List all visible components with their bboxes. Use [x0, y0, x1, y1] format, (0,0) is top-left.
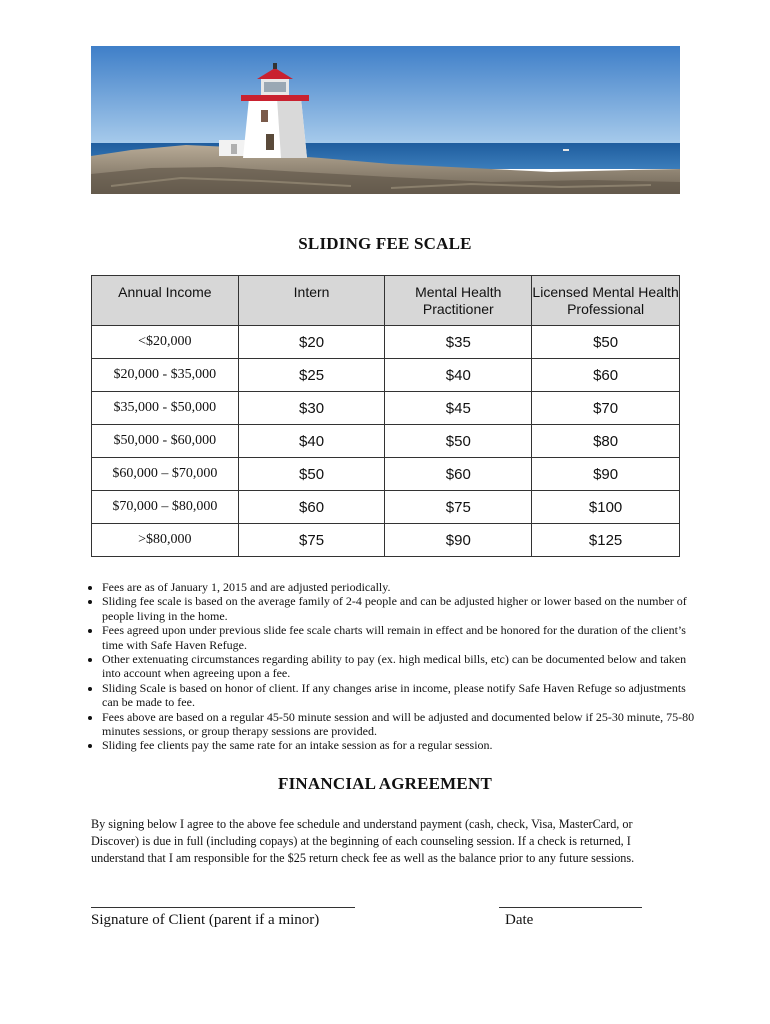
- fee-cell: $100: [532, 491, 680, 524]
- income-cell: >$80,000: [92, 524, 239, 557]
- fee-cell: $90: [385, 524, 532, 557]
- table-row: [92, 491, 680, 524]
- fee-cell: $80: [532, 425, 680, 458]
- table-row: [92, 458, 680, 491]
- lighthouse-banner-image: [91, 46, 680, 194]
- financial-agreement-title: FINANCIAL AGREEMENT: [278, 774, 492, 793]
- fee-cell: $30: [238, 392, 385, 425]
- fee-cell: $125: [532, 524, 680, 557]
- fee-cell: $75: [385, 491, 532, 524]
- list-item: • Sliding fee scale is based on the average family of 2-4 people and can be adjusted higher or lower based on the number of people living in the home.: [102, 594, 702, 623]
- list-item: • Fees are as of January 1, 2015 and are adjusted periodically.: [102, 580, 702, 594]
- fee-cell: $45: [385, 392, 532, 425]
- fee-cell: $70: [532, 392, 680, 425]
- income-cell: $60,000 – $70,000: [92, 458, 239, 491]
- list-item: • Other extenuating circumstances regarding ability to pay (ex. high medical bills, etc) can be documented below and taken into account when agreeing upon a fee.: [102, 652, 702, 681]
- income-cell: $70,000 – $80,000: [92, 491, 239, 524]
- header-mental-health-practitioner: Mental Health Practitioner: [385, 276, 532, 326]
- fee-cell: $50: [238, 458, 385, 491]
- fee-cell: $60: [385, 458, 532, 491]
- table-row: [92, 326, 680, 359]
- table-row: [92, 359, 680, 392]
- income-cell: <$20,000: [92, 326, 239, 359]
- table-row: [92, 524, 680, 557]
- financial-agreement-text: By signing below I agree to the above fee schedule and understand payment (cash, check, Visa, MasterCard, or Discover) is due in full (including copays) at the beginning of each counseling session. If a check is returned, I understand that I am responsible for the $25 return check fee as well as the balance prior to any future sessions.: [91, 817, 635, 865]
- fee-cell: $40: [238, 425, 385, 458]
- fee-cell: $25: [238, 359, 385, 392]
- sliding-fee-table: [91, 275, 680, 557]
- income-cell: $50,000 - $60,000: [92, 425, 239, 458]
- header-annual-income: Annual Income: [92, 276, 239, 326]
- fee-cell: $35: [385, 326, 532, 359]
- fee-cell: $90: [532, 458, 680, 491]
- fee-cell: $60: [238, 491, 385, 524]
- list-item: • Sliding Scale is based on honor of client. If any changes arise in income, please notify Safe Haven Refuge so adjustments can be made to fee.: [102, 681, 702, 710]
- header-licensed-professional: Licensed Mental Health Professional: [532, 276, 680, 326]
- table-header-row: [92, 276, 680, 326]
- sliding-fee-title: SLIDING FEE SCALE: [298, 234, 472, 253]
- fee-cell: $20: [238, 326, 385, 359]
- table-row: [92, 392, 680, 425]
- income-cell: $35,000 - $50,000: [92, 392, 239, 425]
- fee-notes-list: [89, 580, 702, 753]
- list-item: • Fees agreed upon under previous slide fee scale charts will remain in effect and be honored for the duration of the client’s time with Safe Haven Refuge.: [102, 623, 702, 652]
- list-item: • Fees above are based on a regular 45-50 minute session and will be adjusted and documented below if 25-30 minute, 75-80 minutes sessions, or group therapy sessions are provided.: [102, 710, 702, 739]
- income-cell: $20,000 - $35,000: [92, 359, 239, 392]
- header-intern: Intern: [238, 276, 385, 326]
- list-item: • Sliding fee clients pay the same rate for an intake session as for a regular session.: [102, 738, 702, 752]
- date-signature-line[interactable]: [499, 907, 642, 908]
- fee-cell: $60: [532, 359, 680, 392]
- fee-cell: $50: [385, 425, 532, 458]
- date-label: Date: [505, 912, 534, 928]
- fee-cell: $40: [385, 359, 532, 392]
- fee-cell: $50: [532, 326, 680, 359]
- client-signature-label: Signature of Client (parent if a minor): [91, 912, 320, 928]
- fee-cell: $75: [238, 524, 385, 557]
- client-signature-line[interactable]: [91, 907, 355, 908]
- table-row: [92, 425, 680, 458]
